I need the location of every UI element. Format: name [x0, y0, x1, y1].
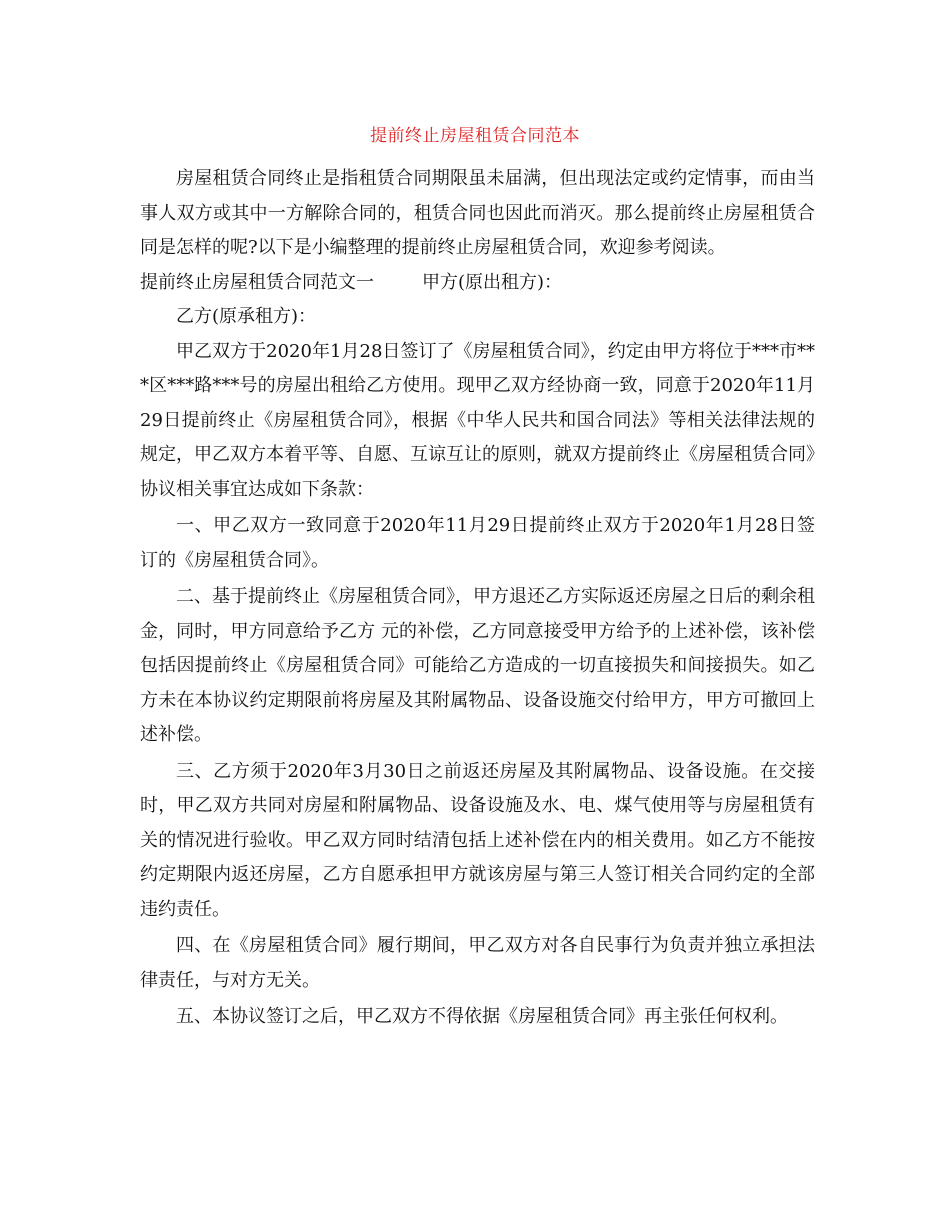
party-a-label: 甲方(原出租方)：: [422, 271, 563, 293]
clause-1: 一、甲乙双方一致同意于2020年11月29日提前终止双方于2020年1月28日签订的《房屋租赁合同》。: [140, 515, 815, 571]
preamble-paragraph: 甲乙双方于2020年1月28日签订了《房屋租赁合同》，约定由甲方将位于***市***区***路***号的房屋出租给乙方使用。现甲乙双方经协商一致，同意于2020年11月29日提前终止《房屋租赁合同》，根据《中华人民共和国合同法》等相关法律法规的规定，甲乙双方本着平等、自愿、互谅互让的原则，就双方提前终止《房屋租赁合同》协议相关事宜达成如下条款：: [140, 340, 815, 500]
intro-paragraph: 房屋租赁合同终止是指租赁合同期限虽未届满，但出现法定或约定情事，而由当事人双方或其中一方解除合同的，租赁合同也因此而消灭。那么提前终止房屋租赁合同是怎样的呢?以下是小编整理的提前终止房屋租赁合同，欢迎参考阅读。: [140, 168, 815, 258]
clause-2: 二、基于提前终止《房屋租赁合同》，甲方退还乙方实际返还房屋之日后的剩余租金，同时，甲方同意给予乙方 元的补偿，乙方同意接受甲方给予的上述补偿，该补偿包括因提前终止《房屋租赁合同》可能给乙方造成的一切直接损失和间接损失。如乙方未在本协议约定期限前将房屋及其附属物品、设备设施交付给甲方，甲方可撤回上述补偿。: [140, 586, 815, 745]
clause-4: 四、在《房屋租赁合同》履行期间，甲乙双方对各自民事行为负责并独立承担法律责任，与对方无关。: [140, 935, 815, 991]
clause-3: 三、乙方须于2020年3月30日之前返还房屋及其附属物品、设备设施。在交接时，甲乙双方共同对房屋和附属物品、设备设施及水、电、煤气使用等与房屋租赁有关的情况进行验收。甲乙双方同时结清包括上述补偿在内的相关费用。如乙方不能按约定期限内返还房屋，乙方自愿承担甲方就该房屋与第三人签订相关合同约定的全部违约责任。: [140, 760, 815, 920]
document-title: 提前终止房屋租赁合同范本: [370, 126, 580, 146]
clause-5: 五、本协议签订之后，甲乙双方不得依据《房屋租赁合同》再主张任何权利。: [176, 1006, 788, 1027]
party-b-label: 乙方(原承租方)：: [176, 306, 317, 327]
section-heading-line: [140, 266, 815, 301]
document-body: [140, 162, 815, 1035]
section-heading: 提前终止房屋租赁合同范文一: [140, 271, 374, 293]
